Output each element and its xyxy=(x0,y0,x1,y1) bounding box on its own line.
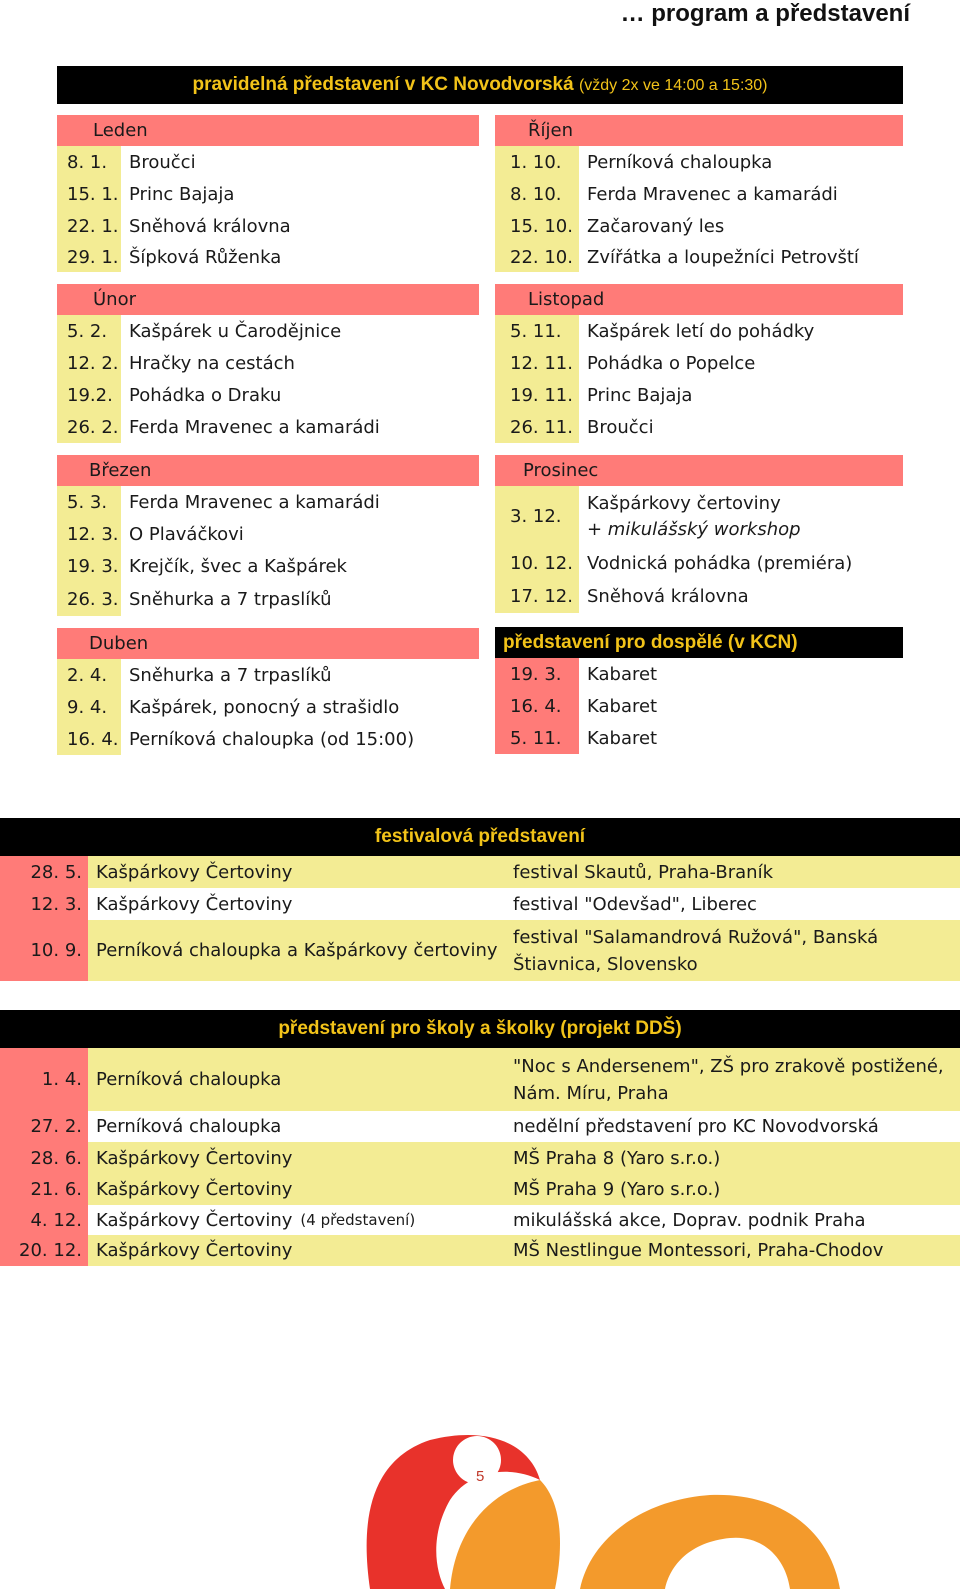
item-date: 8. 1. xyxy=(57,146,121,178)
item-date: 5. 11. xyxy=(495,315,579,347)
row-title-cell xyxy=(88,1205,503,1235)
item-date: 12. 2. xyxy=(57,347,121,379)
item-date: 8. 10. xyxy=(495,178,579,210)
list-item xyxy=(57,242,479,272)
logo-orange-horn xyxy=(580,1495,840,1589)
list-item xyxy=(495,315,903,347)
row-title: Kašpárkovy Čertoviny xyxy=(96,893,293,915)
row-title: Kašpárkovy Čertoviny xyxy=(96,1179,293,1200)
item-date: 19. 3. xyxy=(57,550,121,582)
list-item xyxy=(57,379,479,411)
list-item xyxy=(57,210,479,242)
item-date: 26. 3. xyxy=(57,582,121,616)
table-row xyxy=(0,1111,960,1142)
item-date: 19.2. xyxy=(57,379,121,411)
regular-section-header xyxy=(57,66,903,104)
festival-section-title: festivalová představení xyxy=(0,818,960,856)
item-title: Hračky na cestách xyxy=(129,352,295,374)
row-date: 20. 12. xyxy=(0,1235,88,1266)
adult-block xyxy=(495,627,903,754)
table-row xyxy=(0,920,960,981)
item-date: 2. 4. xyxy=(57,659,121,691)
item-title: Ferda Mravenec a kamarádi xyxy=(587,183,838,205)
item-title: Broučci xyxy=(587,416,654,438)
list-item xyxy=(57,315,479,347)
list-item xyxy=(495,547,903,579)
item-date: 19. 11. xyxy=(495,379,579,411)
table-row xyxy=(0,1048,960,1111)
item-title: Pohádka o Popelce xyxy=(587,352,756,374)
item-date: 3. 12. xyxy=(495,486,579,547)
item-title: Perníková chaloupka xyxy=(587,151,773,173)
list-item xyxy=(495,690,903,722)
table-row xyxy=(0,856,960,888)
item-date: 5. 3. xyxy=(57,486,121,518)
list-item xyxy=(495,579,903,613)
month-heading: Duben xyxy=(57,628,479,659)
row-place: festival "Salamandrová Ružová", Banská Štiavnica, Slovensko xyxy=(513,926,879,975)
row-title: Kašpárkovy Čertoviny xyxy=(96,1209,293,1231)
list-item xyxy=(57,691,479,723)
month-block-prosinec xyxy=(495,455,903,613)
row-place: festival Skautů, Praha-Braník xyxy=(513,861,774,883)
row-place: festival "Odevšad", Liberec xyxy=(513,893,757,915)
item-date: 12. 11. xyxy=(495,347,579,379)
item-title: Broučci xyxy=(129,151,196,173)
item-title: Krejčík, švec a Kašpárek xyxy=(129,555,347,577)
table-row xyxy=(0,1235,960,1266)
table-row xyxy=(0,1205,960,1235)
festival-table xyxy=(0,856,960,981)
row-title: Perníková chaloupka a Kašpárkovy čertoviny xyxy=(96,940,498,961)
item-date: 16. 4. xyxy=(495,690,579,722)
item-date: 22. 1. xyxy=(57,210,121,242)
month-heading: Únor xyxy=(57,284,479,315)
item-date: 16. 4. xyxy=(57,723,121,755)
list-item xyxy=(57,347,479,379)
item-title: Ferda Mravenec a kamarádi xyxy=(129,491,380,513)
item-text xyxy=(579,491,801,543)
item-date: 29. 1. xyxy=(57,242,121,272)
item-title: Začarovaný les xyxy=(587,215,725,237)
item-title: Sněhurka a 7 trpaslíků xyxy=(129,664,332,686)
item-title: Ferda Mravenec a kamarádi xyxy=(129,416,380,438)
list-item xyxy=(495,347,903,379)
row-place: mikulášská akce, Doprav. podnik Praha xyxy=(513,1209,866,1231)
item-date: 17. 12. xyxy=(495,579,579,613)
month-block-listopad xyxy=(495,284,903,443)
item-date: 22. 10. xyxy=(495,242,579,272)
list-item xyxy=(57,723,479,755)
table-row xyxy=(0,1142,960,1174)
item-title: Kabaret xyxy=(587,695,658,717)
list-item xyxy=(57,486,479,518)
row-title: Perníková chaloupka xyxy=(96,1116,282,1137)
item-title: Perníková chaloupka (od 15:00) xyxy=(129,728,415,750)
page-title: … program a představení xyxy=(620,0,910,27)
row-date: 10. 9. xyxy=(0,920,88,981)
list-item xyxy=(57,582,479,616)
row-date: 1. 4. xyxy=(0,1048,88,1111)
month-block-duben xyxy=(57,628,479,755)
row-date: 4. 12. xyxy=(0,1205,88,1235)
list-item xyxy=(57,518,479,550)
row-date: 21. 6. xyxy=(0,1174,88,1205)
item-title: Kašpárkovy čertoviny xyxy=(587,492,781,514)
item-date: 5. 11. xyxy=(495,722,579,754)
regular-section-note: (vždy 2x ve 14:00 a 15:30) xyxy=(578,77,768,94)
list-item xyxy=(57,178,479,210)
item-date: 1. 10. xyxy=(495,146,579,178)
list-item xyxy=(57,659,479,691)
list-item xyxy=(495,210,903,242)
item-title: Sněhová královna xyxy=(587,585,749,607)
adult-section-title: představení pro dospělé (v KCN) xyxy=(495,627,903,658)
row-title: Perníková chaloupka xyxy=(96,1069,282,1090)
month-block-rijen xyxy=(495,115,903,272)
row-place: MŠ Praha 8 (Yaro s.r.o.) xyxy=(513,1147,721,1169)
month-heading: Březen xyxy=(57,455,479,486)
list-item xyxy=(495,486,903,547)
list-item xyxy=(57,411,479,443)
month-heading: Říjen xyxy=(495,115,903,146)
item-date: 26. 2. xyxy=(57,411,121,443)
row-date: 28. 6. xyxy=(0,1142,88,1174)
list-item xyxy=(57,146,479,178)
month-heading: Listopad xyxy=(495,284,903,315)
list-item xyxy=(495,146,903,178)
list-item xyxy=(495,722,903,754)
item-title: Kabaret xyxy=(587,727,658,749)
list-item xyxy=(495,658,903,690)
row-title: Kašpárkovy Čertoviny xyxy=(96,1240,293,1261)
row-note: (4 představení) xyxy=(300,1211,416,1229)
list-item xyxy=(495,411,903,443)
item-title: Sněhová královna xyxy=(129,215,291,237)
month-block-brezen xyxy=(57,455,479,616)
list-item xyxy=(495,178,903,210)
item-title: Kabaret xyxy=(587,663,658,685)
row-place: MŠ Nestlingue Montessori, Praha-Chodov xyxy=(513,1240,884,1261)
item-date: 5. 2. xyxy=(57,315,121,347)
item-date: 26. 11. xyxy=(495,411,579,443)
schools-table xyxy=(0,1048,960,1266)
item-title: Sněhurka a 7 trpaslíků xyxy=(129,588,332,610)
row-date: 12. 3. xyxy=(0,888,88,920)
item-date: 12. 3. xyxy=(57,518,121,550)
list-item xyxy=(57,550,479,582)
logo-orange-center xyxy=(450,1480,560,1589)
item-title: Kašpárek, ponocný a strašidlo xyxy=(129,696,400,718)
page-number: 5 xyxy=(476,1468,485,1485)
row-title: Kašpárkovy Čertoviny xyxy=(96,861,293,883)
row-date: 27. 2. xyxy=(0,1111,88,1142)
row-place: "Noc s Andersenem", ZŠ pro zrakově postižené, Nám. Míru, Praha xyxy=(513,1055,944,1104)
item-date: 10. 12. xyxy=(495,547,579,579)
month-block-unor xyxy=(57,284,479,443)
table-row xyxy=(0,888,960,920)
item-title: Zvířátka a loupežníci Petrovští xyxy=(587,246,859,268)
item-title: Vodnická pohádka (premiéra) xyxy=(587,552,853,574)
item-title: Princ Bajaja xyxy=(587,384,693,406)
item-date: 9. 4. xyxy=(57,691,121,723)
list-item xyxy=(495,242,903,272)
month-heading: Leden xyxy=(57,115,479,146)
list-item xyxy=(495,379,903,411)
item-date: 19. 3. xyxy=(495,658,579,690)
jester-logo-icon xyxy=(360,1370,960,1589)
month-block-leden xyxy=(57,115,479,272)
month-heading: Prosinec xyxy=(495,455,903,486)
row-title: Kašpárkovy Čertoviny xyxy=(96,1147,293,1169)
row-place: MŠ Praha 9 (Yaro s.r.o.) xyxy=(513,1179,721,1200)
row-place: nedělní představení pro KC Novodvorská xyxy=(513,1116,879,1137)
item-date: 15. 1. xyxy=(57,178,121,210)
item-date: 15. 10. xyxy=(495,210,579,242)
item-title: Princ Bajaja xyxy=(129,183,235,205)
item-title: O Plaváčkovi xyxy=(129,523,244,545)
item-subtitle: + mikulášský workshop xyxy=(587,518,801,540)
schools-section-title: představení pro školy a školky (projekt DDŠ) xyxy=(0,1010,960,1048)
regular-section-title: pravidelná představení v KC Novodvorská xyxy=(192,74,574,95)
item-title: Kašpárek letí do pohádky xyxy=(587,320,815,342)
row-date: 28. 5. xyxy=(0,856,88,888)
item-title: Šípková Růženka xyxy=(129,246,282,268)
item-title: Kašpárek u Čarodějnice xyxy=(129,320,342,342)
table-row xyxy=(0,1174,960,1205)
item-title: Pohádka o Draku xyxy=(129,384,282,406)
